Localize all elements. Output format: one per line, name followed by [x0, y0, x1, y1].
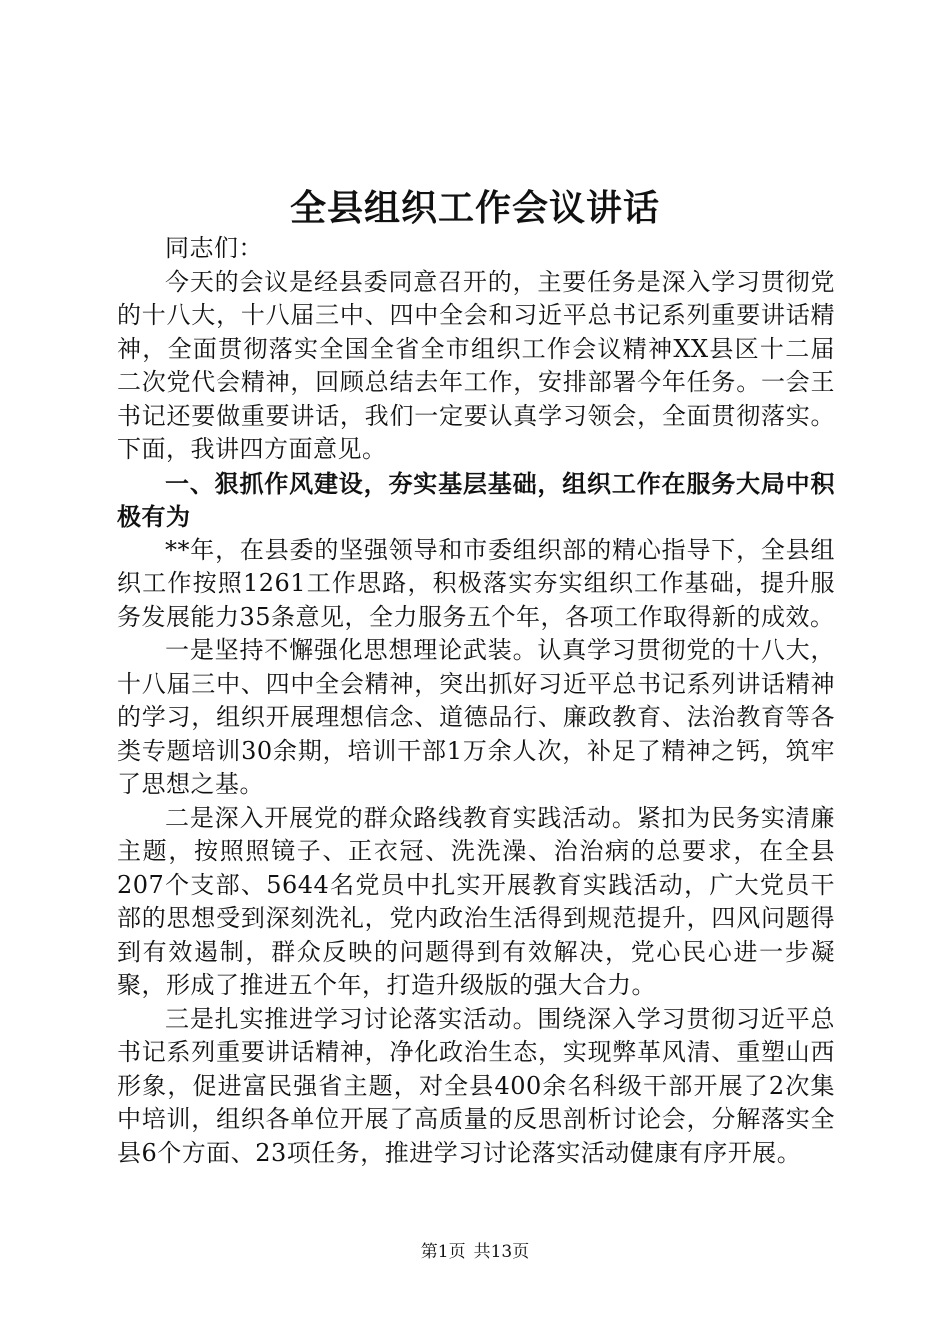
- page-footer: [0, 1240, 950, 1264]
- paragraph-intro: 今天的会议是经县委同意召开的，主要任务是深入学习贯彻党的十八大，十八届三中、四中全会和习近平总书记系列重要讲话精神，全面贯彻落实全国全省全市组织工作会议精神XX县区十二届二次党代会精神，回顾总结去年工作，安排部署今年任务。一会王书记还要做重要讲话，我们一定要认真学习领会，全面贯彻落实。下面，我讲四方面意见。: [117, 267, 835, 463]
- page-total: 共13页: [473, 1242, 530, 1262]
- paragraph-summary: **年，在县委的坚强领导和市委组织部的精心指导下，全县组织工作按照1261工作思路，积极落实夯实组织工作基础，提升服务发展能力35条意见，全力服务五个年，各项工作取得新的成效。: [117, 535, 835, 631]
- salutation: 同志们：: [165, 234, 263, 262]
- paragraph-point-1: 一是坚持不懈强化思想理论武装。认真学习贯彻党的十八大，十八届三中、四中全会精神，突出抓好习近平总书记系列讲话精神的学习，组织开展理想信念、道德品行、廉政教育、法治教育等各类专题培训30余期，培训干部1万余人次，补足了精神之钙，筑牢了思想之基。: [117, 636, 835, 798]
- document-body: [117, 232, 835, 1170]
- paragraph-point-3: 三是扎实推进学习讨论落实活动。围绕深入学习贯彻习近平总书记系列重要讲话精神，净化政治生态，实现弊革风清、重塑山西形象，促进富民强省主题，对全县400余名科级干部开展了2次集中培训，组织各单位开展了高质量的反思剖析讨论会，分解落实全县6个方面、23项任务，推进学习讨论落实活动健康有序开展。: [117, 1004, 835, 1167]
- paragraph-point-2: 二是深入开展党的群众路线教育实践活动。紧扣为民务实清廉主题，按照照镜子、正衣冠、洗洗澡、治治病的总要求，在全县207个支部、5644名党员中扎实开展教育实践活动，广大党员干部的思想受到深刻洗礼，党内政治生活得到规范提升，四风问题得到有效遏制，群众反映的问题得到有效解决，党心民心进一步凝聚，形成了推进五个年，打造升级版的强大合力。: [117, 803, 835, 999]
- page-number: 第1页: [420, 1242, 466, 1262]
- document-title: 全县组织工作会议讲话: [289, 187, 660, 229]
- section-heading-1: 一、狠抓作风建设，夯实基层基础，组织工作在服务大局中积极有为: [117, 468, 835, 531]
